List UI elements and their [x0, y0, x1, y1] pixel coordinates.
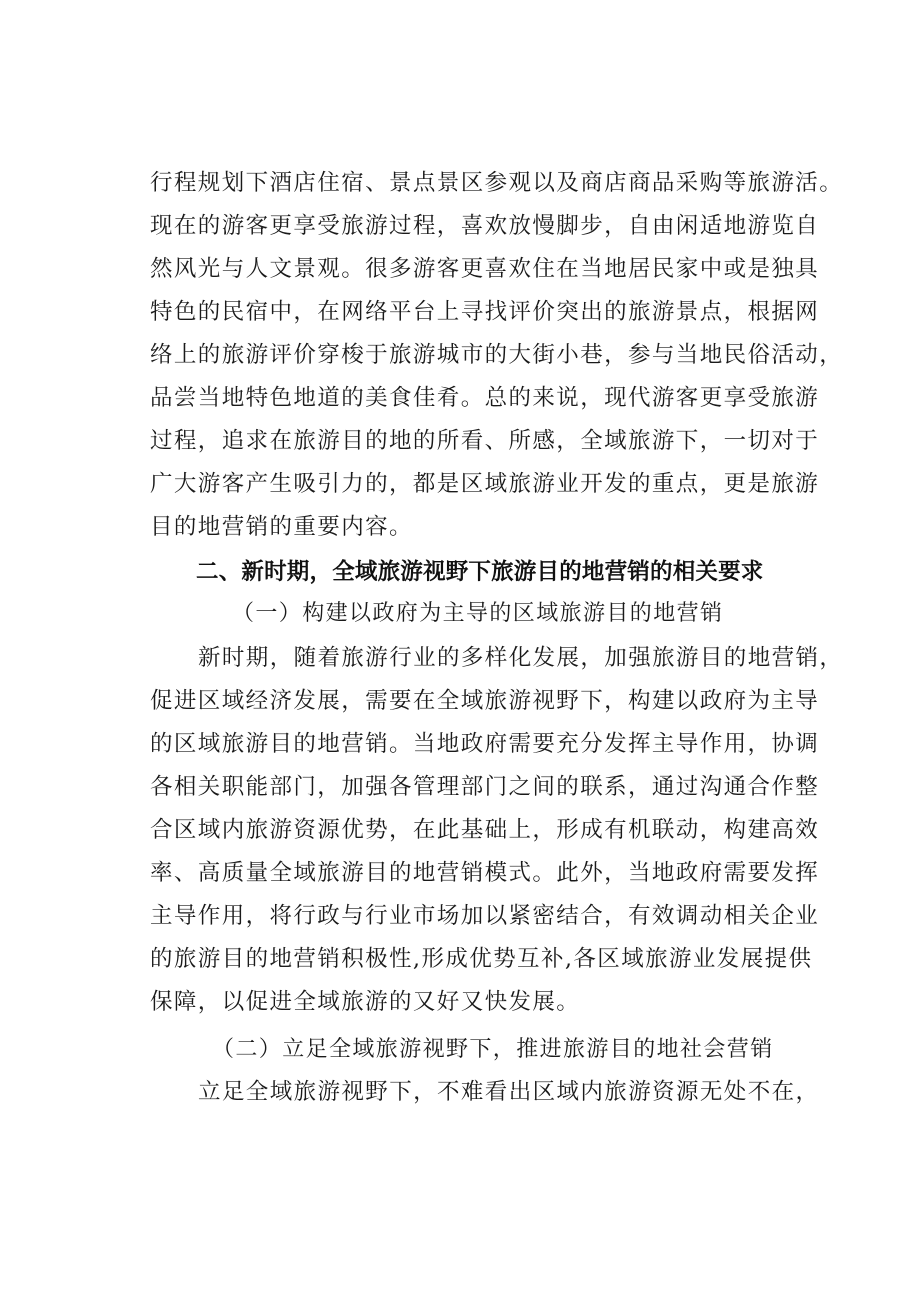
paragraph-line: 率、高质量全域旅游目的地营销模式。此外，当地政府需要发挥 — [150, 860, 820, 886]
paragraph-line: 合区域内旅游资源优势，在此基础上，形成有机联动，构建高效 — [150, 817, 820, 843]
paragraph-line: 目的地营销的重要内容。 — [150, 514, 413, 540]
paragraph-line: 的旅游目的地营销积极性,形成优势互补,各区域旅游业发展提供 — [150, 946, 813, 972]
section-heading: 二、新时期，全域旅游视野下旅游目的地营销的相关要求 — [196, 559, 764, 585]
paragraph-line: 新时期，随着旅游行业的多样化发展，加强旅游目的地营销， — [198, 645, 844, 671]
paragraph-line: 各相关职能部门，加强各管理部门之间的联系，通过沟通合作整 — [150, 774, 820, 800]
paragraph-line: 广大游客产生吸引力的，都是区域旅游业开发的重点，更是旅游 — [150, 471, 820, 497]
paragraph-line: 的区域旅游目的地营销。当地政府需要充分发挥主导作用，协调 — [150, 731, 820, 757]
paragraph-line: 立足全域旅游视野下，不难看出区域内旅游资源无处不在， — [198, 1079, 820, 1105]
paragraph-line: 现在的游客更享受旅游过程，喜欢放慢脚步，自由闲适地游览自 — [150, 213, 820, 239]
paragraph-line: 促进区域经济发展，需要在全域旅游视野下，构建以政府为主导 — [150, 688, 820, 714]
paragraph-line: 保障，以促进全域旅游的又好又快发展。 — [150, 989, 581, 1015]
paragraph-line: 过程，追求在旅游目的地的所看、所感，全域旅游下，一切对于 — [150, 428, 820, 454]
paragraph-line: 品尝当地特色地道的美食佳肴。总的来说，现代游客更享受旅游 — [150, 385, 820, 411]
subsection-heading: （二）立足全域旅游视野下，推进旅游目的地社会营销 — [212, 1037, 774, 1062]
paragraph-line: 络上的旅游评价穿梭于旅游城市的大街小巷，参与当地民俗活动， — [150, 342, 844, 368]
paragraph-line: 主导作用，将行政与行业市场加以紧密结合，有效调动相关企业 — [150, 903, 820, 929]
paragraph-line: 特色的民宿中，在网络平台上寻找评价突出的旅游景点，根据网 — [150, 299, 820, 325]
subsection-heading: （一）构建以政府为主导的区域旅游目的地营销 — [232, 601, 724, 626]
paragraph-line: 行程规划下酒店住宿、景点景区参观以及商店商品采购等旅游活。 — [150, 170, 844, 196]
paragraph-line: 然风光与人文景观。很多游客更喜欢住在当地居民家中或是独具 — [150, 256, 820, 282]
